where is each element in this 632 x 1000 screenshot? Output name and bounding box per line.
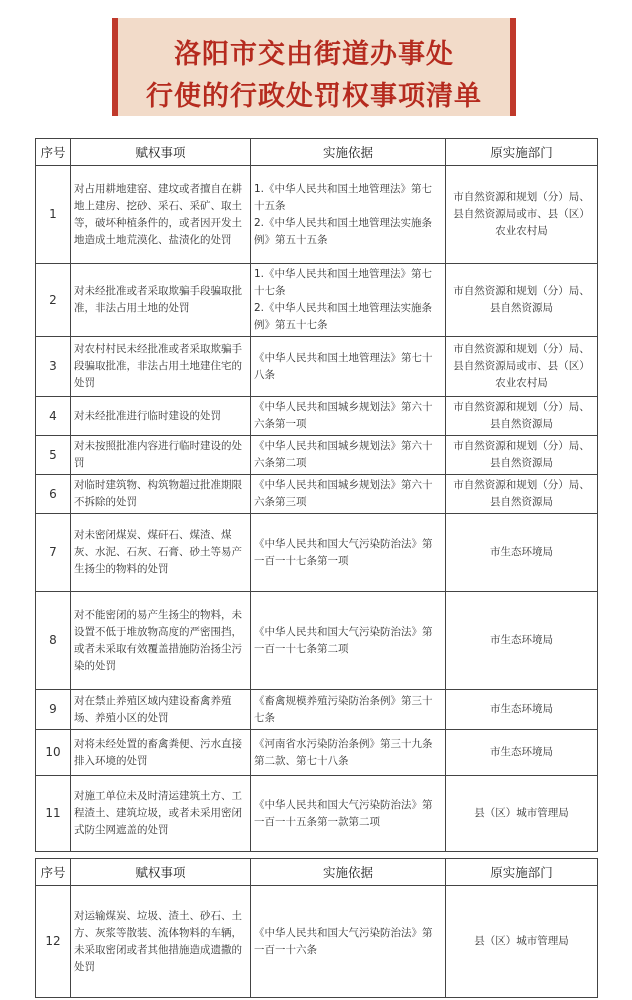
- row-item: 对未密闭煤炭、煤矸石、煤渣、煤灰、水泥、石灰、石膏、砂土等易产生扬尘的物料的处罚: [71, 514, 251, 592]
- row-basis: 《畜禽规模养殖污染防治条例》第三十七条: [251, 690, 446, 730]
- table-header-row: [36, 139, 598, 166]
- row-number: 12: [36, 886, 71, 998]
- row-number: 4: [36, 397, 71, 436]
- table-row: [36, 514, 598, 592]
- row-dept: 县（区）城市管理局: [446, 776, 598, 852]
- row-basis: 1.《中华人民共和国土地管理法》第七十五条 2.《中华人民共和国土地管理法实施条例》第五十五条: [251, 166, 446, 264]
- header-basis: 实施依据: [251, 139, 446, 166]
- table-row: [36, 690, 598, 730]
- table-row: [36, 166, 598, 264]
- penalty-items-table: [35, 138, 598, 852]
- row-dept: 市自然资源和规划（分）局、县自然资源局或市、县（区）农业农村局: [446, 166, 598, 264]
- row-number: 3: [36, 337, 71, 397]
- row-item: 对未按照批准内容进行临时建设的处罚: [71, 436, 251, 475]
- table-row: [36, 264, 598, 337]
- row-number: 2: [36, 264, 71, 337]
- row-number: 10: [36, 730, 71, 776]
- table-row: [36, 397, 598, 436]
- table-row: [36, 776, 598, 852]
- table-row: [36, 592, 598, 690]
- row-item: 对施工单位未及时清运建筑土方、工程渣土、建筑垃圾，或者未采用密闭式防尘网遮盖的处罚: [71, 776, 251, 852]
- header-no: 序号: [36, 139, 71, 166]
- row-number: 11: [36, 776, 71, 852]
- header-dept: 原实施部门: [446, 859, 598, 886]
- row-basis: 《中华人民共和国大气污染防治法》第一百一十六条: [251, 886, 446, 998]
- table-row: [36, 475, 598, 514]
- row-item: 对将未经处置的畜禽粪便、污水直接排入环境的处罚: [71, 730, 251, 776]
- row-item: 对临时建筑物、构筑物超过批准期限不拆除的处罚: [71, 475, 251, 514]
- header-no: 序号: [36, 859, 71, 886]
- row-item: 对在禁止养殖区域内建设畜禽养殖场、养殖小区的处罚: [71, 690, 251, 730]
- row-number: 9: [36, 690, 71, 730]
- page-title-line1: 洛阳市交由街道办事处: [174, 39, 454, 70]
- row-basis: 《中华人民共和国土地管理法》第七十八条: [251, 337, 446, 397]
- title-banner: [112, 18, 516, 116]
- row-item: 对未经批准或者采取欺骗手段骗取批准，非法占用土地的处罚: [71, 264, 251, 337]
- penalty-items-table-continued: [35, 858, 598, 998]
- table-row: [36, 337, 598, 397]
- row-dept: 市自然资源和规划（分）局、县自然资源局: [446, 397, 598, 436]
- row-item: 对不能密闭的易产生扬尘的物料，未设置不低于堆放物高度的严密围挡，或者未采取有效覆盖措施防治扬尘污染的处罚: [71, 592, 251, 690]
- row-number: 1: [36, 166, 71, 264]
- header-dept: 原实施部门: [446, 139, 598, 166]
- row-item: 对农村村民未经批准或者采取欺骗手段骗取批准，非法占用土地建住宅的处罚: [71, 337, 251, 397]
- row-dept: 市生态环境局: [446, 730, 598, 776]
- row-basis: 《中华人民共和国大气污染防治法》第一百一十七条第一项: [251, 514, 446, 592]
- table-row: [36, 436, 598, 475]
- row-basis: 《河南省水污染防治条例》第三十九条第二款、第七十八条: [251, 730, 446, 776]
- row-dept: 市自然资源和规划（分）局、县自然资源局: [446, 475, 598, 514]
- row-basis: 1.《中华人民共和国土地管理法》第七十七条 2.《中华人民共和国土地管理法实施条例》第五十七条: [251, 264, 446, 337]
- header-basis: 实施依据: [251, 859, 446, 886]
- row-basis: 《中华人民共和国大气污染防治法》第一百一十五条第一款第二项: [251, 776, 446, 852]
- row-item: 对运输煤炭、垃圾、渣土、砂石、土方、灰浆等散装、流体物料的车辆，未采取密闭或者其他措施造成遗撒的处罚: [71, 886, 251, 998]
- row-number: 7: [36, 514, 71, 592]
- page-title-line2: 行使的行政处罚权事项清单: [146, 81, 482, 112]
- row-number: 5: [36, 436, 71, 475]
- row-dept: 市生态环境局: [446, 690, 598, 730]
- row-dept: 市自然资源和规划（分）局、县自然资源局: [446, 264, 598, 337]
- header-item: 赋权事项: [71, 139, 251, 166]
- table-header-row: [36, 859, 598, 886]
- table-row: [36, 886, 598, 998]
- row-dept: 市自然资源和规划（分）局、县自然资源局: [446, 436, 598, 475]
- table-row: [36, 730, 598, 776]
- row-basis: 《中华人民共和国大气污染防治法》第一百一十七条第二项: [251, 592, 446, 690]
- row-dept: 县（区）城市管理局: [446, 886, 598, 998]
- row-number: 8: [36, 592, 71, 690]
- header-item: 赋权事项: [71, 859, 251, 886]
- row-basis: 《中华人民共和国城乡规划法》第六十六条第三项: [251, 475, 446, 514]
- row-dept: 市生态环境局: [446, 592, 598, 690]
- row-dept: 市生态环境局: [446, 514, 598, 592]
- row-item: 对占用耕地建窑、建坟或者擅自在耕地上建房、挖砂、采石、采矿、取土等，破坏种植条件的，或者因开发土地造成土地荒漠化、盐渍化的处罚: [71, 166, 251, 264]
- row-basis: 《中华人民共和国城乡规划法》第六十六条第一项: [251, 397, 446, 436]
- row-item: 对未经批准进行临时建设的处罚: [71, 397, 251, 436]
- row-basis: 《中华人民共和国城乡规划法》第六十六条第二项: [251, 436, 446, 475]
- row-number: 6: [36, 475, 71, 514]
- row-dept: 市自然资源和规划（分）局、县自然资源局或市、县（区）农业农村局: [446, 337, 598, 397]
